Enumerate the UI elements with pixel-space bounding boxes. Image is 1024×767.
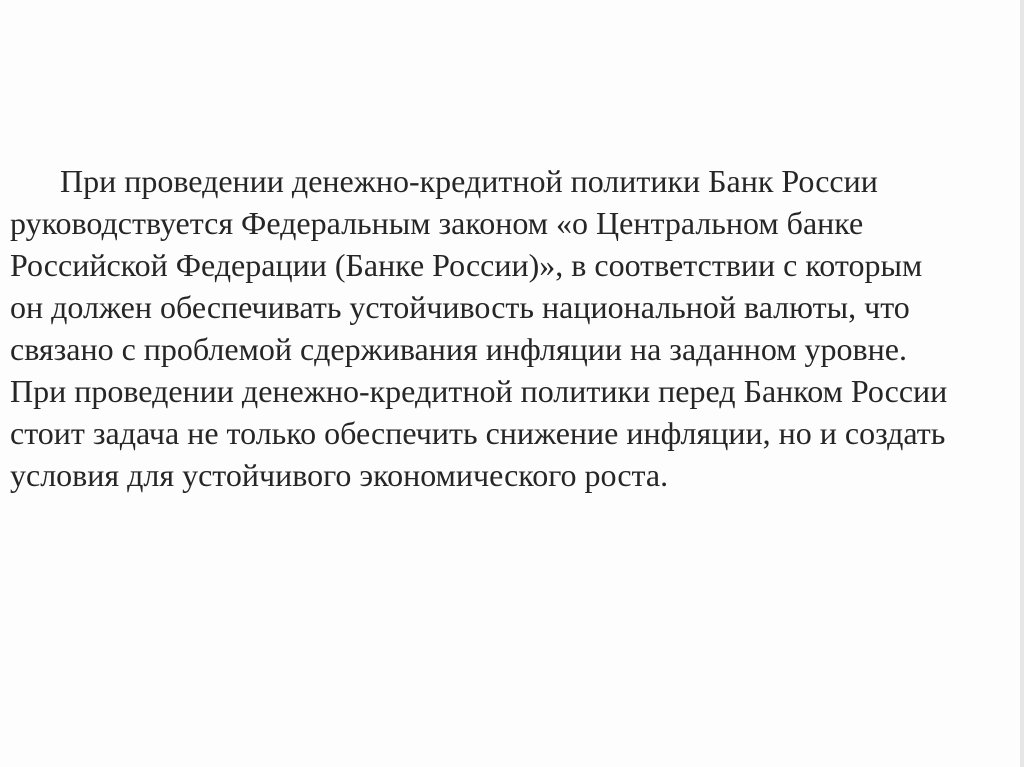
- text-line: связано с проблемой сдерживания инфляции на заданном уровне.: [10, 331, 907, 367]
- text-line: он должен обеспечивать устойчивость национальной валюты, что: [10, 289, 910, 325]
- paragraph: [10, 160, 1016, 496]
- text-line: стоит задача не только обеспечить снижение инфляции, но и создать: [10, 415, 946, 451]
- text-line: Российской Федерации (Банке России)», в соответствии с которым: [10, 247, 923, 283]
- text-line: условия для устойчивого экономического роста.: [10, 457, 669, 493]
- text-line: руководствуется Федеральным законом «о Центральном банке: [10, 205, 864, 241]
- slide-edge: [1020, 0, 1024, 767]
- text-line: При проведении денежно-кредитной политики перед Банком России: [10, 373, 948, 409]
- text-line: При проведении денежно-кредитной политики Банк России: [60, 163, 878, 199]
